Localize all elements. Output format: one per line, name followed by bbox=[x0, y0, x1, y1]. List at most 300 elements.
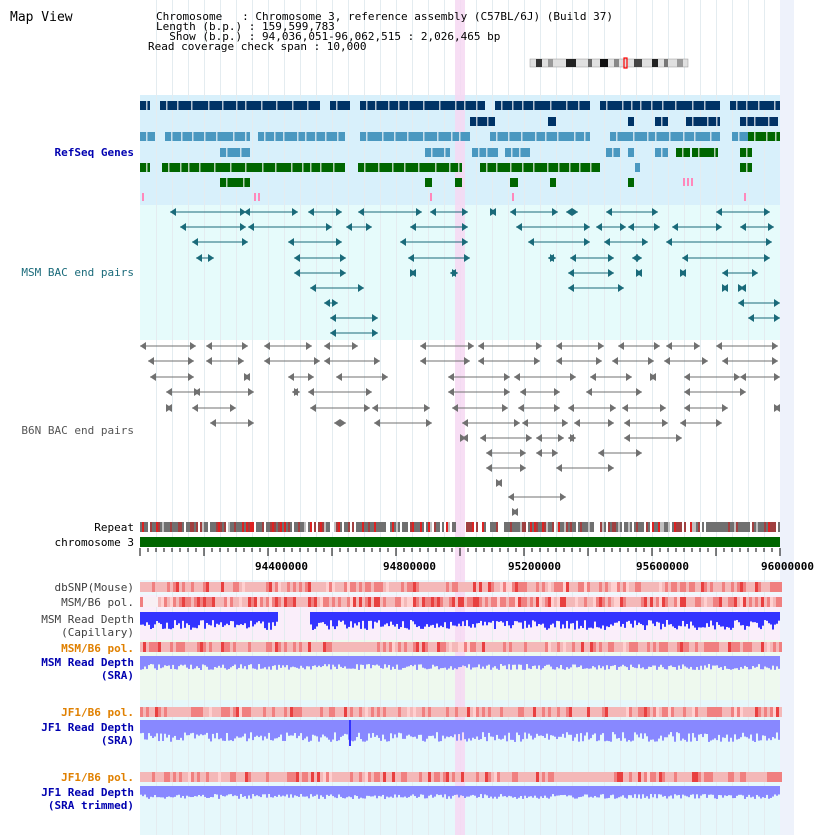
track-label-refseq[interactable]: RefSeq Genes bbox=[54, 146, 134, 159]
read-depth-bar bbox=[510, 656, 512, 670]
repeat-element bbox=[190, 522, 192, 532]
gene-feature bbox=[480, 163, 600, 172]
b6n-bac-end bbox=[636, 449, 642, 457]
read-depth-bar bbox=[212, 656, 214, 670]
repeat-element bbox=[444, 522, 446, 532]
polymorphism-cell bbox=[701, 707, 704, 717]
repeat-element bbox=[314, 522, 316, 532]
repeat-element bbox=[500, 522, 502, 532]
polymorphism-cell bbox=[695, 642, 698, 652]
msm-bac-end bbox=[462, 208, 468, 216]
repeat-element bbox=[698, 522, 700, 532]
polymorphism-cell bbox=[191, 597, 194, 607]
read-depth-bar bbox=[306, 656, 308, 666]
read-depth-bar bbox=[696, 786, 698, 794]
polymorphism-cell bbox=[350, 707, 353, 717]
repeat-element bbox=[310, 522, 312, 532]
b6n-bac-end bbox=[734, 373, 740, 381]
polymorphism-cell bbox=[212, 772, 215, 782]
read-depth-bar bbox=[416, 786, 418, 798]
polymorphism-cell bbox=[470, 642, 473, 652]
read-depth-bar bbox=[508, 720, 510, 733]
read-depth-bar bbox=[368, 720, 370, 733]
polymorphism-cell bbox=[224, 707, 227, 717]
polymorphism-cell bbox=[479, 582, 482, 592]
repeat-element bbox=[560, 522, 562, 532]
read-depth-bar bbox=[378, 720, 380, 738]
track-label-jf1-pol-2[interactable]: JF1/B6 pol. bbox=[61, 771, 134, 784]
polymorphism-cell bbox=[227, 582, 230, 592]
polymorphism-cell bbox=[488, 582, 491, 592]
read-depth-bar bbox=[460, 720, 462, 740]
msm-bac-end bbox=[608, 254, 614, 262]
read-depth-bar bbox=[318, 786, 320, 799]
track-label-b6n-bac[interactable]: B6N BAC end pairs bbox=[21, 424, 134, 437]
polymorphism-cell bbox=[218, 642, 221, 652]
exon-tick bbox=[320, 163, 322, 172]
msm-bac-end bbox=[620, 223, 626, 231]
repeat-element bbox=[600, 522, 602, 532]
read-depth-bar bbox=[294, 656, 296, 667]
repeat-element bbox=[548, 522, 550, 532]
read-depth-bar bbox=[734, 720, 736, 734]
polymorphism-cell bbox=[530, 582, 533, 592]
coord-tick-label: 94800000 bbox=[383, 560, 436, 573]
read-depth-bar bbox=[740, 786, 742, 795]
read-depth-bar bbox=[290, 786, 292, 794]
read-depth-bar bbox=[668, 720, 670, 735]
polymorphism-cell bbox=[353, 707, 356, 717]
msm-bac-end bbox=[294, 254, 300, 262]
read-depth-bar bbox=[716, 612, 718, 622]
read-depth-bar bbox=[754, 656, 756, 668]
exon-tick bbox=[214, 163, 216, 172]
repeat-element bbox=[162, 522, 164, 532]
polymorphism-cell bbox=[416, 772, 419, 782]
polymorphism-cell bbox=[212, 707, 215, 717]
read-depth-bar bbox=[714, 656, 716, 666]
read-depth-bar bbox=[684, 656, 686, 666]
polymorphism-cell bbox=[548, 772, 551, 782]
b6n-bac-end bbox=[590, 373, 596, 381]
polymorphism-cell bbox=[638, 707, 641, 717]
read-depth-bar bbox=[230, 612, 232, 621]
polymorphism-cell bbox=[611, 597, 614, 607]
track-label-dbsnp[interactable]: dbSNP(Mouse) bbox=[54, 581, 134, 594]
repeat-element bbox=[428, 522, 430, 532]
polymorphism-cell bbox=[434, 707, 437, 717]
read-depth-bar bbox=[712, 656, 714, 666]
b6n-bac-end bbox=[324, 357, 330, 365]
track-label-msm-pol-2[interactable]: MSM/B6 pol. bbox=[61, 642, 134, 655]
read-depth-bar bbox=[670, 720, 672, 732]
polymorphism-cell bbox=[653, 707, 656, 717]
read-depth-bar bbox=[386, 720, 388, 742]
read-depth-bar bbox=[636, 720, 638, 735]
repeat-element bbox=[212, 522, 214, 532]
repeat-element bbox=[420, 522, 422, 532]
read-depth-bar bbox=[242, 612, 244, 625]
exon-tick bbox=[444, 148, 446, 157]
repeat-element bbox=[270, 522, 272, 532]
track-label-msm-depth-cap[interactable]: MSM Read Depth bbox=[41, 613, 134, 626]
repeat-element bbox=[648, 522, 650, 532]
read-depth-bar bbox=[702, 786, 704, 794]
polymorphism-cell bbox=[347, 597, 350, 607]
b6n-bac-end bbox=[626, 373, 632, 381]
read-depth-bar bbox=[366, 612, 368, 630]
read-depth-bar bbox=[356, 720, 358, 737]
read-depth-bar bbox=[576, 720, 578, 734]
track-label-msm-pol-1[interactable]: MSM/B6 pol. bbox=[61, 596, 134, 609]
polymorphism-cell bbox=[515, 597, 518, 607]
read-depth-bar bbox=[674, 656, 676, 667]
repeat-element bbox=[732, 522, 734, 532]
read-depth-bar bbox=[192, 656, 194, 669]
read-depth-bar bbox=[654, 720, 656, 742]
polymorphism-cell bbox=[572, 597, 575, 607]
polymorphism-cell bbox=[260, 582, 263, 592]
read-depth-bar bbox=[432, 656, 434, 665]
read-depth-bar bbox=[314, 612, 316, 629]
read-depth-bar bbox=[282, 656, 284, 665]
track-label-jf1-depth[interactable]: JF1 Read Depth bbox=[41, 721, 134, 734]
read-depth-bar bbox=[244, 656, 246, 666]
polymorphism-cell bbox=[647, 642, 650, 652]
repeat-element bbox=[556, 522, 558, 532]
repeat-element bbox=[768, 522, 770, 532]
polymorphism-cell bbox=[494, 772, 497, 782]
read-depth-bar bbox=[424, 656, 426, 668]
repeat-element bbox=[490, 522, 492, 532]
gene-feature bbox=[425, 148, 450, 157]
read-depth-bar bbox=[550, 720, 552, 735]
polymorphism-cell bbox=[752, 582, 755, 592]
read-depth-bar bbox=[152, 786, 154, 797]
read-depth-bar bbox=[166, 786, 168, 797]
track-label-msm-bac[interactable]: MSM BAC end pairs bbox=[21, 266, 134, 279]
read-depth-bar bbox=[400, 656, 402, 670]
read-depth-bar bbox=[178, 656, 180, 666]
read-depth-bar bbox=[572, 656, 574, 664]
read-depth-bar bbox=[520, 720, 522, 742]
polymorphism-cell bbox=[437, 582, 440, 592]
polymorphism-cell bbox=[593, 582, 596, 592]
polymorphism-cell bbox=[590, 582, 593, 592]
read-depth-bar bbox=[612, 656, 614, 666]
polymorphism-cell bbox=[260, 707, 263, 717]
repeat-element bbox=[696, 522, 698, 532]
polymorphism-cell bbox=[671, 772, 674, 782]
b6n-bac-end bbox=[556, 342, 562, 350]
read-depth-bar bbox=[574, 656, 576, 665]
polymorphism-cell bbox=[341, 772, 344, 782]
polymorphism-cell bbox=[329, 772, 332, 782]
read-depth-bar bbox=[518, 656, 520, 665]
read-depth-bar bbox=[370, 612, 372, 621]
polymorphism-cell bbox=[638, 642, 641, 652]
repeat-element bbox=[166, 522, 168, 532]
read-depth-bar bbox=[208, 656, 210, 670]
polymorphism-cell bbox=[602, 582, 605, 592]
repeat-element bbox=[336, 522, 338, 532]
repeat-element bbox=[392, 522, 394, 532]
polymorphism-cell bbox=[632, 582, 635, 592]
exon-tick bbox=[682, 148, 684, 157]
exon-tick bbox=[262, 163, 264, 172]
polymorphism-cell bbox=[296, 642, 299, 652]
read-depth-bar bbox=[540, 612, 542, 625]
read-depth-bar bbox=[174, 656, 176, 669]
polymorphism-cell bbox=[659, 772, 662, 782]
polymorphism-cell bbox=[416, 597, 419, 607]
polymorphism-cell bbox=[146, 582, 149, 592]
read-depth-bar bbox=[286, 786, 288, 794]
polymorphism-cell bbox=[359, 772, 362, 782]
polymorphism-cell bbox=[185, 597, 188, 607]
polymorphism-cell bbox=[761, 642, 764, 652]
polymorphism-cell bbox=[470, 707, 473, 717]
polymorphism-cell bbox=[605, 582, 608, 592]
repeat-element bbox=[572, 522, 574, 532]
read-depth-bar bbox=[552, 612, 554, 624]
read-depth-bar bbox=[406, 612, 408, 628]
polymorphism-cell bbox=[335, 642, 338, 652]
track-label-jf1-trimmed[interactable]: JF1 Read Depth bbox=[41, 786, 134, 799]
read-depth-bar bbox=[604, 656, 606, 670]
b6n-bac-end bbox=[740, 388, 746, 396]
read-depth-bar bbox=[390, 720, 392, 733]
read-depth-bar bbox=[660, 786, 662, 795]
read-depth-bar bbox=[468, 786, 470, 797]
read-depth-bar bbox=[528, 612, 530, 625]
repeat-element bbox=[248, 522, 250, 532]
read-depth-bar bbox=[392, 786, 394, 798]
read-depth-bar bbox=[686, 786, 688, 796]
polymorphism-cell bbox=[599, 597, 602, 607]
polymorphism-cell bbox=[755, 707, 758, 717]
read-depth-bar bbox=[532, 656, 534, 666]
read-depth-bar bbox=[338, 612, 340, 620]
repeat-element bbox=[654, 522, 656, 532]
polymorphism-cell bbox=[491, 597, 494, 607]
read-depth-bar bbox=[406, 656, 408, 667]
read-depth-bar bbox=[502, 786, 504, 796]
read-depth-bar bbox=[482, 786, 484, 798]
track-label-repeat: Repeat bbox=[94, 521, 134, 534]
repeat-element bbox=[534, 522, 536, 532]
pseudogene-marker bbox=[430, 193, 432, 201]
exon-tick bbox=[579, 163, 581, 172]
read-depth-bar bbox=[344, 720, 346, 734]
polymorphism-cell bbox=[602, 772, 605, 782]
polymorphism-cell bbox=[311, 642, 314, 652]
polymorphism-cell bbox=[695, 772, 698, 782]
polymorphism-cell bbox=[482, 707, 485, 717]
read-depth-bar bbox=[728, 656, 730, 669]
repeat-element bbox=[762, 522, 764, 532]
read-depth-bar bbox=[496, 720, 498, 735]
read-depth-bar bbox=[494, 656, 496, 666]
polymorphism-cell bbox=[458, 707, 461, 717]
polymorphism-cell bbox=[263, 582, 266, 592]
read-depth-bar bbox=[710, 612, 712, 621]
read-depth-bar bbox=[452, 612, 454, 625]
track-label-msm-depth-sra[interactable]: MSM Read Depth bbox=[41, 656, 134, 669]
read-depth-bar bbox=[752, 656, 754, 666]
repeat-element bbox=[222, 522, 224, 532]
polymorphism-cell bbox=[695, 582, 698, 592]
polymorphism-cell bbox=[152, 582, 155, 592]
polymorphism-cell bbox=[587, 642, 590, 652]
read-depth-bar bbox=[658, 720, 660, 739]
b6n-bac-end bbox=[206, 342, 212, 350]
read-depth-bar bbox=[168, 612, 170, 629]
read-depth-bar bbox=[396, 656, 398, 665]
polymorphism-cell bbox=[284, 642, 287, 652]
b6n-bac-end bbox=[248, 388, 254, 396]
read-depth-bar bbox=[420, 656, 422, 664]
repeat-element bbox=[568, 522, 570, 532]
read-depth-bar bbox=[748, 612, 750, 626]
polymorphism-cell bbox=[548, 642, 551, 652]
b6n-bac-end bbox=[248, 419, 254, 427]
msm-bac-end bbox=[410, 223, 416, 231]
read-depth-bar bbox=[436, 656, 438, 666]
read-depth-bar bbox=[698, 612, 700, 627]
read-depth-bar bbox=[776, 612, 778, 624]
polymorphism-cell bbox=[635, 597, 638, 607]
read-depth-bar bbox=[628, 720, 630, 740]
read-depth-bar bbox=[756, 720, 758, 733]
read-depth-bar bbox=[678, 612, 680, 626]
polymorphism-cell bbox=[236, 707, 239, 717]
read-depth-bar bbox=[358, 720, 360, 733]
exon-tick bbox=[439, 101, 441, 110]
polymorphism-cell bbox=[674, 582, 677, 592]
read-depth-bar bbox=[412, 786, 414, 794]
repeat-element bbox=[334, 522, 336, 532]
read-depth-bar bbox=[356, 612, 358, 625]
polymorphism-cell bbox=[374, 642, 377, 652]
read-depth-bar bbox=[254, 786, 256, 796]
polymorphism-cell bbox=[494, 707, 497, 717]
read-depth-bar bbox=[692, 786, 694, 794]
polymorphism-cell bbox=[383, 707, 386, 717]
polymorphism-cell bbox=[401, 597, 404, 607]
pseudogene-marker bbox=[258, 193, 260, 201]
read-depth-bar bbox=[384, 786, 386, 799]
repeat-element bbox=[676, 522, 678, 532]
polymorphism-cell bbox=[329, 582, 332, 592]
exon-tick bbox=[431, 148, 433, 157]
read-depth-bar bbox=[688, 656, 690, 669]
polymorphism-cell bbox=[530, 707, 533, 717]
repeat-element bbox=[602, 522, 604, 532]
polymorphism-cell bbox=[608, 597, 611, 607]
exon-tick bbox=[451, 132, 453, 141]
polymorphism-cell bbox=[455, 707, 458, 717]
polymorphism-cell bbox=[653, 597, 656, 607]
read-depth-bar bbox=[704, 786, 706, 794]
exon-tick bbox=[655, 132, 657, 141]
read-depth-bar bbox=[210, 612, 212, 625]
polymorphism-cell bbox=[200, 582, 203, 592]
read-depth-bar bbox=[212, 786, 214, 797]
read-depth-bar bbox=[730, 786, 732, 795]
read-depth-bar bbox=[142, 656, 144, 669]
polymorphism-cell bbox=[293, 597, 296, 607]
polymorphism-cell bbox=[497, 582, 500, 592]
repeat-element bbox=[148, 522, 150, 532]
polymorphism-cell bbox=[149, 582, 152, 592]
polymorphism-cell bbox=[287, 582, 290, 592]
read-depth-bar bbox=[594, 656, 596, 667]
polymorphism-cell bbox=[560, 642, 563, 652]
polymorphism-cell bbox=[596, 642, 599, 652]
repeat-element bbox=[530, 522, 532, 532]
msm-bac-end bbox=[722, 269, 728, 277]
b6n-bac-end bbox=[772, 357, 778, 365]
read-depth-bar bbox=[542, 720, 544, 736]
read-depth-bar bbox=[504, 656, 506, 665]
polymorphism-cell bbox=[398, 707, 401, 717]
repeat-element bbox=[540, 522, 542, 532]
read-depth-bar bbox=[480, 786, 482, 794]
polymorphism-cell bbox=[284, 582, 287, 592]
msm-bac-end bbox=[672, 223, 678, 231]
polymorphism-cell bbox=[707, 582, 710, 592]
polymorphism-cell bbox=[518, 642, 521, 652]
b6n-bac-end bbox=[324, 342, 330, 350]
read-depth-bar bbox=[718, 656, 720, 668]
read-depth-bar bbox=[234, 612, 236, 627]
read-depth-bar bbox=[248, 656, 250, 665]
polymorphism-cell bbox=[608, 707, 611, 717]
read-depth-bar bbox=[748, 720, 750, 739]
polymorphism-cell bbox=[767, 707, 770, 717]
read-depth-bar bbox=[354, 720, 356, 741]
track-label-jf1-pol-1[interactable]: JF1/B6 pol. bbox=[61, 706, 134, 719]
read-depth-bar bbox=[480, 656, 482, 669]
polymorphism-cell bbox=[485, 582, 488, 592]
read-depth-bar bbox=[428, 612, 430, 627]
repeat-element bbox=[266, 522, 268, 532]
read-depth-bar bbox=[258, 656, 260, 664]
polymorphism-cell bbox=[239, 642, 242, 652]
polymorphism-cell bbox=[197, 642, 200, 652]
read-depth-bar bbox=[738, 656, 740, 670]
read-depth-bar bbox=[342, 786, 344, 798]
polymorphism-cell bbox=[320, 772, 323, 782]
polymorphism-cell bbox=[779, 642, 782, 652]
polymorphism-cell bbox=[299, 707, 302, 717]
read-depth-bar bbox=[720, 786, 722, 795]
repeat-element bbox=[628, 522, 630, 532]
read-depth-bar bbox=[514, 786, 516, 797]
read-depth-bar bbox=[738, 786, 740, 795]
read-depth-bar bbox=[182, 786, 184, 796]
read-depth-bar bbox=[342, 656, 344, 668]
msm-bac-end bbox=[740, 223, 746, 231]
polymorphism-cell bbox=[485, 597, 488, 607]
polymorphism-cell bbox=[206, 597, 209, 607]
polymorphism-cell bbox=[680, 772, 683, 782]
polymorphism-cell bbox=[551, 772, 554, 782]
read-depth-bar bbox=[618, 786, 620, 797]
polymorphism-cell bbox=[647, 597, 650, 607]
polymorphism-cell bbox=[668, 772, 671, 782]
